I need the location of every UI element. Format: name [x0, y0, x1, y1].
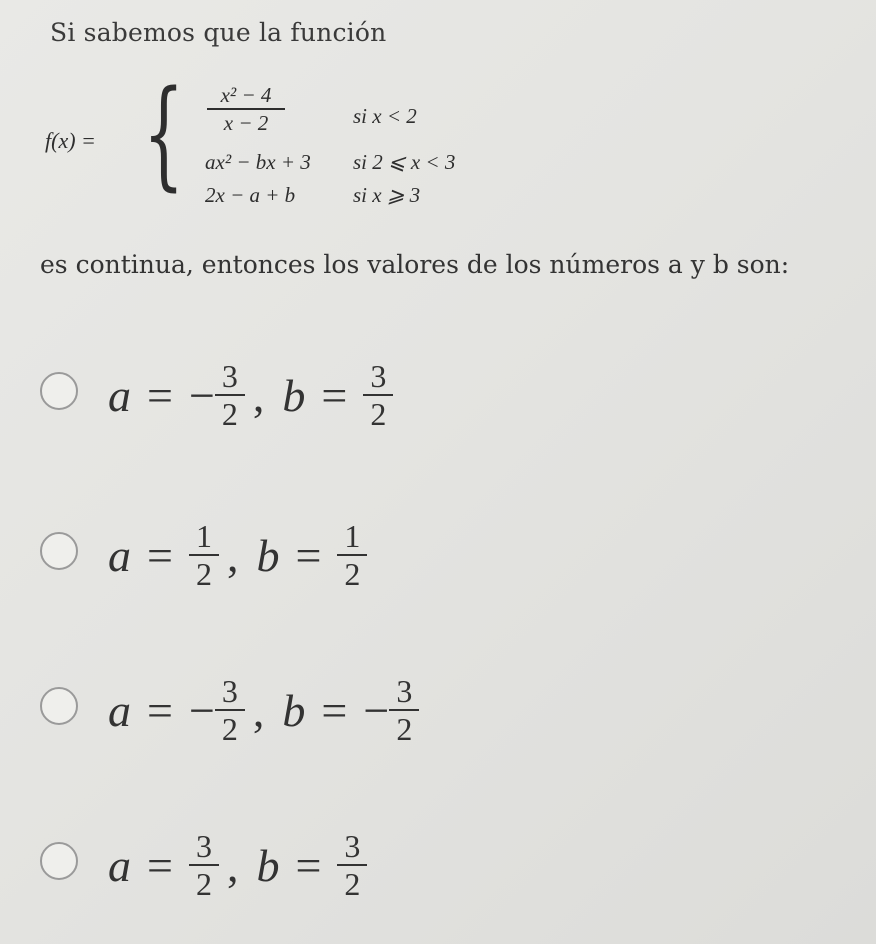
case1-fraction	[205, 82, 287, 136]
case2-expression: ax² − bx + 3	[205, 150, 311, 174]
case1-numerator: x² − 4	[220, 83, 272, 107]
answer-option-1[interactable]	[40, 350, 740, 440]
function-lhs: f(x) =	[45, 128, 96, 153]
option-1-b-fraction	[363, 358, 393, 432]
option-1-b-denominator: 2	[370, 396, 387, 432]
option-3-expression	[108, 665, 419, 755]
option-1-b-label: b	[282, 369, 306, 421]
option-2-a-numerator: 1	[195, 518, 212, 554]
option-3-a-numerator: 3	[221, 673, 238, 709]
question-text: es continua, entonces los valores de los números a y b son:	[40, 250, 790, 279]
option-1-a-numerator: 3	[221, 358, 238, 394]
option-4-a-denominator: 2	[195, 866, 212, 902]
option-1-equals: =	[147, 369, 173, 421]
option-2-expression	[108, 510, 367, 600]
answer-option-3[interactable]	[40, 665, 740, 755]
option-4-a-numerator: 3	[195, 828, 212, 864]
option-4-a-fraction	[189, 828, 219, 902]
answer-option-2[interactable]	[40, 510, 740, 600]
option-2-a-fraction	[189, 518, 219, 592]
option-3-b-equals: =	[321, 684, 348, 736]
option-4-separator: ,	[226, 839, 239, 891]
radio-button[interactable]	[40, 532, 78, 570]
option-4-b-denominator: 2	[344, 866, 361, 902]
option-4-expression	[108, 820, 367, 910]
option-2-b-label: b	[256, 529, 280, 581]
option-4-a-label: a	[108, 839, 131, 891]
option-1-expression	[108, 350, 393, 440]
option-3-a-fraction	[215, 673, 245, 747]
radio-button[interactable]	[40, 842, 78, 880]
option-1-a-sign: −	[188, 369, 215, 421]
function-brace: {	[143, 64, 185, 202]
case1-denominator: x − 2	[223, 111, 269, 135]
case3-condition: si x ⩾ 3	[353, 183, 421, 207]
option-3-separator: ,	[252, 684, 265, 736]
option-2-b-fraction	[337, 518, 367, 592]
radio-button[interactable]	[40, 687, 78, 725]
option-3-b-numerator: 3	[396, 673, 413, 709]
option-3-b-denominator: 2	[396, 711, 413, 747]
option-3-a-label: a	[108, 684, 131, 736]
option-4-b-numerator: 3	[344, 828, 361, 864]
option-1-separator: ,	[252, 369, 265, 421]
case1-condition: si x < 2	[353, 104, 417, 128]
option-4-equals: =	[147, 839, 173, 891]
option-2-a-denominator: 2	[195, 556, 212, 592]
option-3-a-denominator: 2	[221, 711, 238, 747]
option-1-a-fraction	[215, 358, 245, 432]
option-4-b-equals: =	[295, 839, 322, 891]
radio-button[interactable]	[40, 372, 78, 410]
option-2-b-numerator: 1	[344, 518, 361, 554]
option-3-b-sign: −	[363, 684, 390, 736]
case3-expression: 2x − a + b	[205, 183, 296, 207]
option-1-a-label: a	[108, 369, 131, 421]
option-3-equals: =	[147, 684, 173, 736]
answer-option-4[interactable]	[40, 820, 740, 910]
option-1-b-equals: =	[321, 369, 348, 421]
option-3-a-sign: −	[188, 684, 215, 736]
option-2-separator: ,	[226, 529, 239, 581]
option-1-a-denominator: 2	[221, 396, 238, 432]
question-intro: Si sabemos que la función	[50, 18, 387, 47]
option-2-equals: =	[147, 529, 173, 581]
option-2-b-denominator: 2	[344, 556, 361, 592]
option-3-b-fraction	[389, 673, 419, 747]
option-3-b-label: b	[282, 684, 306, 736]
option-4-b-fraction	[337, 828, 367, 902]
option-2-b-equals: =	[295, 529, 322, 581]
piecewise-function	[45, 64, 545, 220]
option-4-b-label: b	[256, 839, 280, 891]
option-1-b-numerator: 3	[370, 358, 387, 394]
option-2-a-label: a	[108, 529, 131, 581]
case2-condition: si 2 ⩽ x < 3	[353, 150, 456, 174]
